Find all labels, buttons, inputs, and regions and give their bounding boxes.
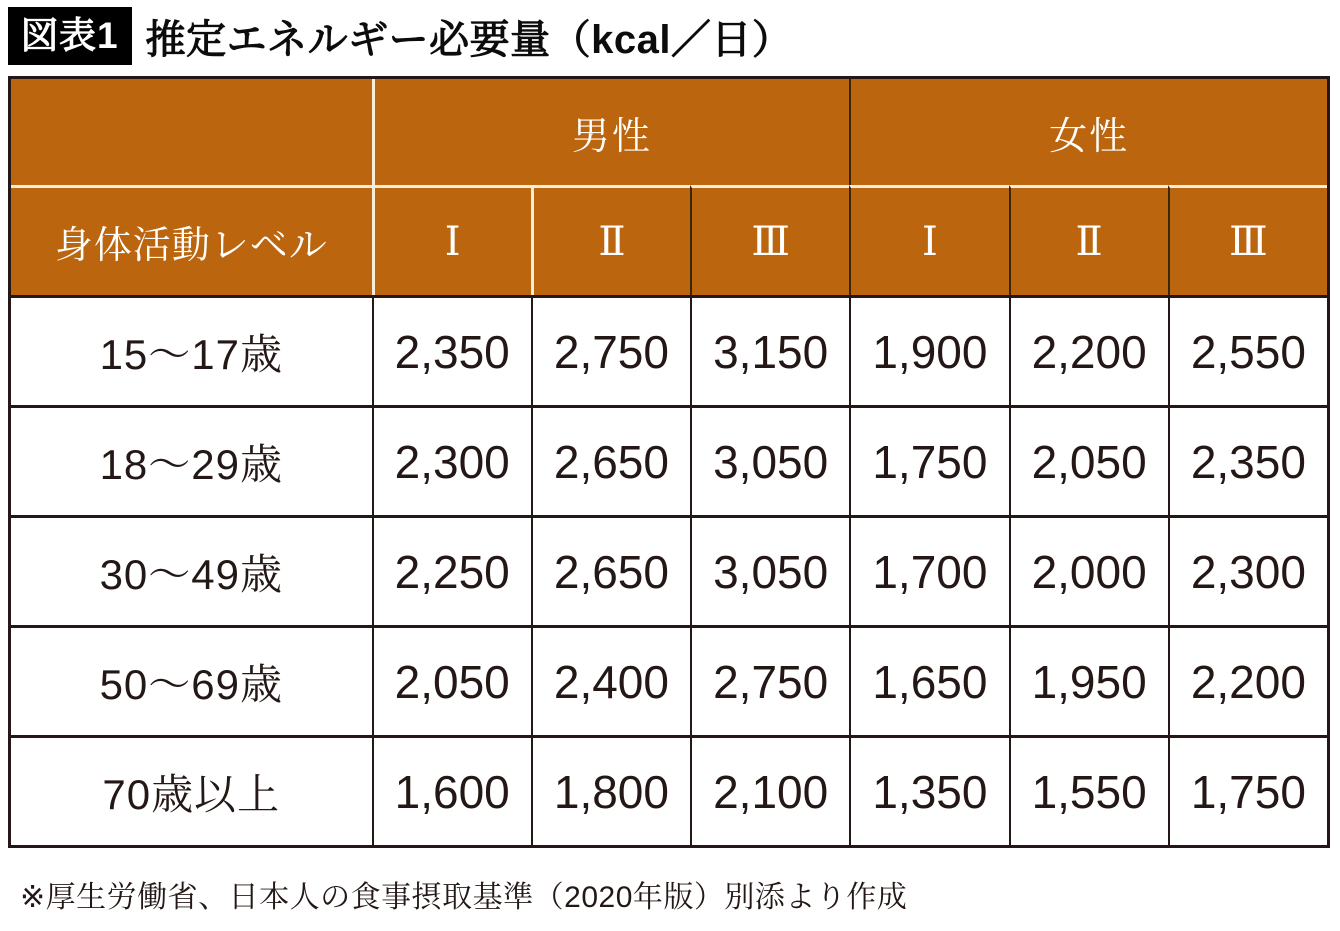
female-level-1-header: Ⅰ xyxy=(849,185,1008,295)
age-group-cell: 50～69歳 xyxy=(11,625,372,735)
age-group-cell: 15～17歳 xyxy=(11,295,372,405)
value-cell: 1,950 xyxy=(1009,625,1168,735)
value-cell: 2,650 xyxy=(531,515,690,625)
value-cell: 2,750 xyxy=(690,625,849,735)
value-cell: 2,550 xyxy=(1168,295,1327,405)
age-group-cell: 70歳以上 xyxy=(11,735,372,845)
age-group-cell: 18～29歳 xyxy=(11,405,372,515)
value-cell: 1,550 xyxy=(1009,735,1168,845)
figure-number-badge: 図表1 xyxy=(8,7,132,65)
table-row xyxy=(11,295,1327,405)
value-cell: 1,900 xyxy=(849,295,1008,405)
female-level-3-header: Ⅲ xyxy=(1168,185,1327,295)
value-cell: 2,200 xyxy=(1009,295,1168,405)
value-cell: 2,350 xyxy=(372,295,531,405)
figure-header xyxy=(0,0,1340,66)
source-footnote: ※厚生労働省、日本人の食事摂取基準（2020年版）別添より作成 xyxy=(20,881,908,914)
value-cell: 1,700 xyxy=(849,515,1008,625)
value-cell: 2,250 xyxy=(372,515,531,625)
gender-group-row xyxy=(11,79,1327,185)
female-group-header: 女性 xyxy=(849,79,1327,185)
table-body xyxy=(11,295,1327,845)
male-group-header: 男性 xyxy=(372,79,850,185)
value-cell: 1,750 xyxy=(1168,735,1327,845)
activity-level-label: 身体活動レベル xyxy=(11,185,372,295)
value-cell: 2,300 xyxy=(1168,515,1327,625)
table-row xyxy=(11,405,1327,515)
corner-blank-cell xyxy=(11,79,372,185)
energy-requirements-table xyxy=(8,76,1330,848)
table-row xyxy=(11,515,1327,625)
male-level-3-header: Ⅲ xyxy=(690,185,849,295)
male-level-1-header: Ⅰ xyxy=(372,185,531,295)
value-cell: 1,650 xyxy=(849,625,1008,735)
age-group-cell: 30～49歳 xyxy=(11,515,372,625)
value-cell: 2,750 xyxy=(531,295,690,405)
value-cell: 1,600 xyxy=(372,735,531,845)
value-cell: 2,400 xyxy=(531,625,690,735)
value-cell: 1,350 xyxy=(849,735,1008,845)
value-cell: 2,300 xyxy=(372,405,531,515)
value-cell: 1,800 xyxy=(531,735,690,845)
value-cell: 3,050 xyxy=(690,405,849,515)
female-level-2-header: Ⅱ xyxy=(1009,185,1168,295)
male-level-2-header: Ⅱ xyxy=(531,185,690,295)
activity-level-row xyxy=(11,185,1327,295)
value-cell: 2,050 xyxy=(372,625,531,735)
value-cell: 2,650 xyxy=(531,405,690,515)
value-cell: 2,100 xyxy=(690,735,849,845)
value-cell: 2,200 xyxy=(1168,625,1327,735)
table-row xyxy=(11,625,1327,735)
value-cell: 2,000 xyxy=(1009,515,1168,625)
value-cell: 1,750 xyxy=(849,405,1008,515)
value-cell: 3,150 xyxy=(690,295,849,405)
table-row xyxy=(11,735,1327,845)
table-header xyxy=(11,79,1327,295)
value-cell: 2,350 xyxy=(1168,405,1327,515)
value-cell: 2,050 xyxy=(1009,405,1168,515)
value-cell: 3,050 xyxy=(690,515,849,625)
figure-title: 推定エネルギー必要量（kcal／日） xyxy=(145,17,793,62)
